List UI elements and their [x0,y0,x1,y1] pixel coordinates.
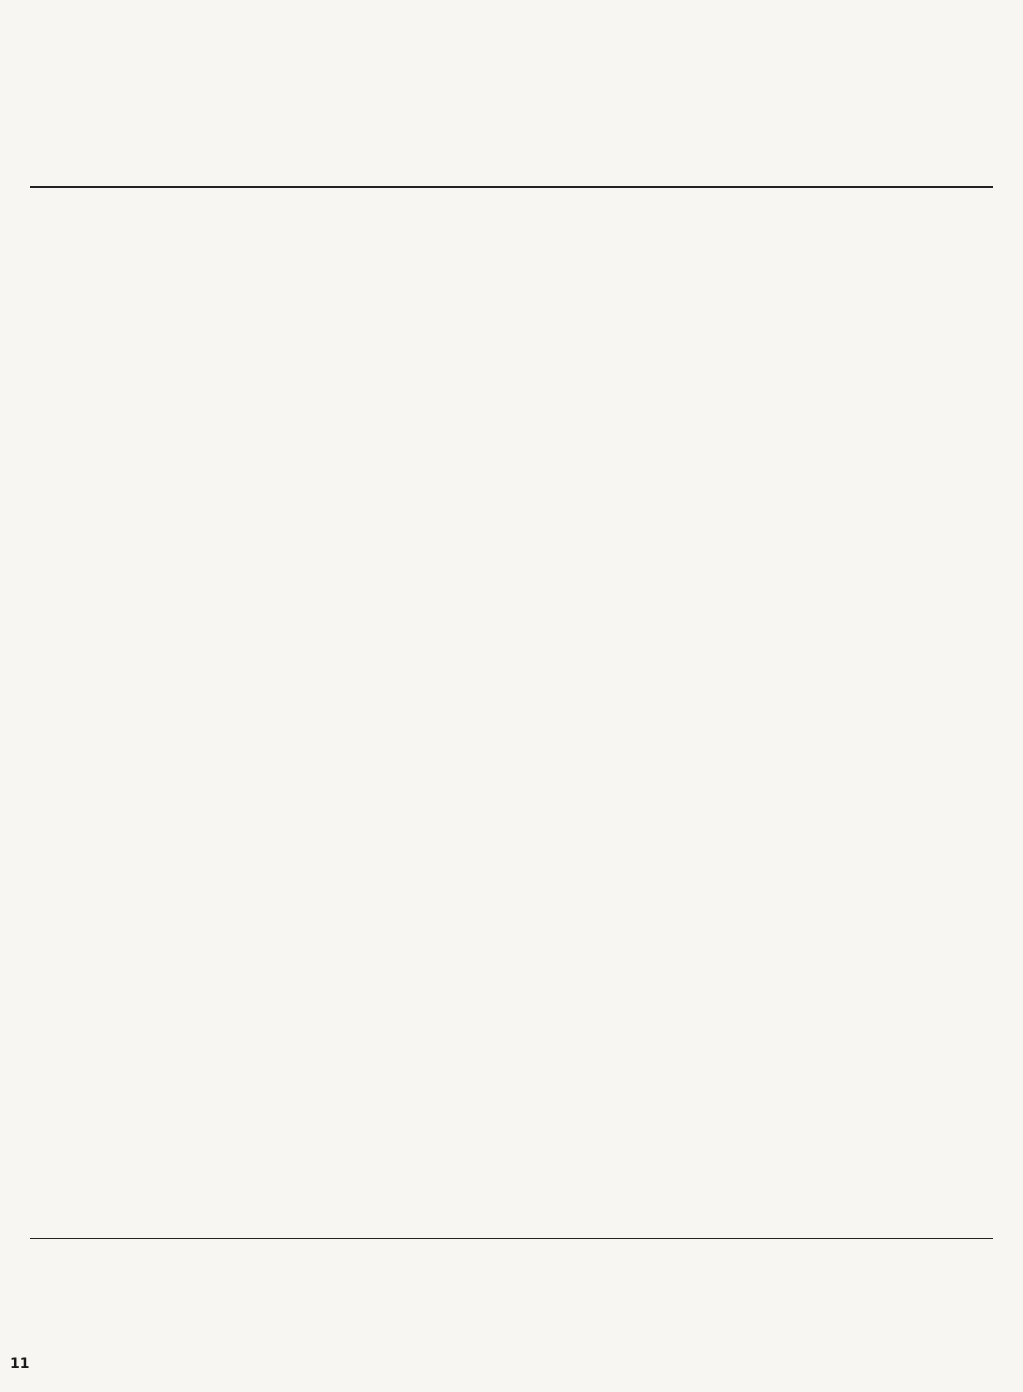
footer-rule [30,1238,993,1239]
article-columns [40,210,983,1220]
header-rule [30,186,993,188]
page-number: 11 [10,1356,30,1372]
column-middle [366,210,656,1220]
column-left [40,210,330,1220]
column-right [693,210,983,1220]
